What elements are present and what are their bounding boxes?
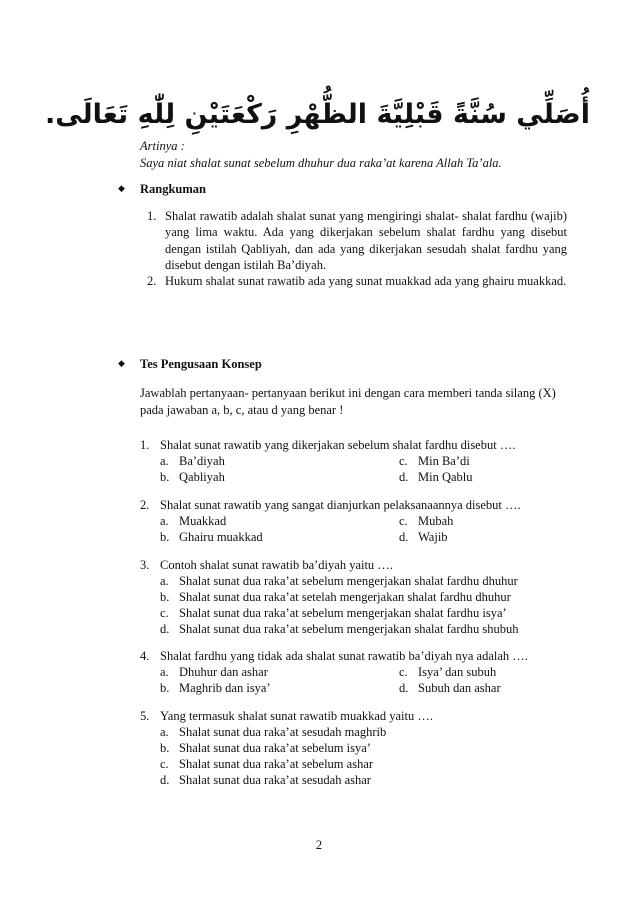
translation-text: Saya niat shalat sunat sebelum dhuhur dua raka’at karena Allah Ta’ala. — [140, 156, 502, 170]
question-4 — [140, 648, 570, 696]
question-text: Yang termasuk shalat sunat rawatib muakkad yaitu …. — [160, 709, 433, 723]
summary-item — [147, 273, 567, 289]
diamond-bullet-icon: ◆ — [118, 358, 125, 368]
answer-option-b[interactable]: b. Shalat sunat dua raka’at setelah mengerjakan shalat fardhu dhuhur — [160, 590, 511, 604]
translation-block — [140, 138, 502, 172]
test-instruction: Jawablah pertanyaan- pertanyaan berikut ini dengan cara memberi tanda silang (X) pada jawaban a, b, c, atau d yang benar ! — [140, 386, 556, 417]
summary-list — [147, 208, 567, 289]
translation-label: Artinya : — [140, 139, 185, 153]
question-1 — [140, 437, 570, 485]
answer-option-d[interactable]: d. Shalat sunat dua raka’at sebelum mengerjakan shalat fardhu shubuh — [160, 622, 519, 636]
answer-option-d[interactable]: d. Wajib — [399, 530, 448, 544]
answer-option-b[interactable]: b. Ghairu muakkad — [160, 530, 263, 544]
question-5 — [140, 708, 570, 788]
answer-option-d[interactable]: d. Min Qablu — [399, 470, 473, 484]
question-number: 2. — [140, 498, 150, 512]
answer-option-a[interactable]: a. Dhuhur dan ashar — [160, 665, 268, 679]
answer-option-c[interactable]: c. Mubah — [399, 514, 454, 528]
tes-heading-text: Tes Pengusaan Konsep — [140, 357, 262, 371]
answer-option-a[interactable]: a. Muakkad — [160, 514, 227, 528]
answer-option-a[interactable]: a. Ba’diyah — [160, 454, 225, 468]
answer-option-c[interactable]: c. Shalat sunat dua raka’at sebelum mengerjakan shalat fardhu isya’ — [160, 606, 507, 620]
question-text: Contoh shalat sunat rawatib ba’diyah yaitu …. — [160, 558, 393, 572]
arabic-niat-text: أُصَلِّي سُنَّةً قَبْلِيَّةَ الظُّهْرِ رَكْعَتَيْنِ لِلّٰهِ تَعَالَى. — [44, 99, 590, 130]
rangkuman-heading — [118, 180, 206, 198]
question-number: 4. — [140, 649, 150, 663]
question-text: Shalat fardhu yang tidak ada shalat sunat rawatib ba’diyah nya adalah …. — [160, 649, 528, 663]
summary-item-text: Hukum shalat sunat rawatib ada yang sunat muakkad ada yang ghairu muakkad. — [165, 274, 567, 289]
answer-option-c[interactable]: c. Min Ba’di — [399, 454, 470, 468]
page-number: 2 — [315, 838, 323, 852]
answer-option-c[interactable]: c. Shalat sunat dua raka’at sebelum ashar — [160, 757, 374, 771]
answer-option-a[interactable]: a. Shalat sunat dua raka’at sesudah maghrib — [160, 725, 387, 739]
answer-option-d[interactable]: d. Shalat sunat dua raka’at sesudah ashar — [160, 773, 371, 787]
diamond-bullet-icon: ◆ — [118, 183, 125, 193]
answer-option-c[interactable]: c. Isya’ dan subuh — [399, 665, 497, 679]
summary-item-number: 1. — [147, 209, 157, 223]
answer-option-a[interactable]: a. Shalat sunat dua raka’at sebelum mengerjakan shalat fardhu dhuhur — [160, 574, 518, 588]
question-text: Shalat sunat rawatib yang sangat dianjurkan pelaksanaannya disebut …. — [160, 498, 521, 512]
question-2 — [140, 497, 570, 545]
answer-option-d[interactable]: d. Subuh dan ashar — [399, 681, 501, 695]
answer-option-b[interactable]: b. Qabliyah — [160, 470, 225, 484]
summary-item-number: 2. — [147, 274, 157, 289]
rangkuman-heading-text: Rangkuman — [140, 182, 206, 196]
question-number: 3. — [140, 558, 150, 572]
question-number: 5. — [140, 709, 150, 723]
question-3 — [140, 557, 570, 637]
summary-item — [147, 208, 567, 273]
summary-item-text: Shalat rawatib adalah shalat sunat yang mengiringi shalat- shalat fardhu (wajib) yang lima waktu. Ada yang dikerjakan sebelum shalat fardhu yang disebut dengan istilah Qabliyah, dan ada yang dikerjakan sesudah shalat fardhu yang disebut dengan istilah Ba’diyah. — [165, 209, 567, 272]
tes-heading — [118, 355, 262, 373]
answer-option-b[interactable]: b. Shalat sunat dua raka’at sebelum isya’ — [160, 741, 371, 755]
answer-option-b[interactable]: b. Maghrib dan isya’ — [160, 681, 271, 695]
question-text: Shalat sunat rawatib yang dikerjakan sebelum shalat fardhu disebut …. — [160, 438, 516, 452]
question-number: 1. — [140, 438, 150, 452]
